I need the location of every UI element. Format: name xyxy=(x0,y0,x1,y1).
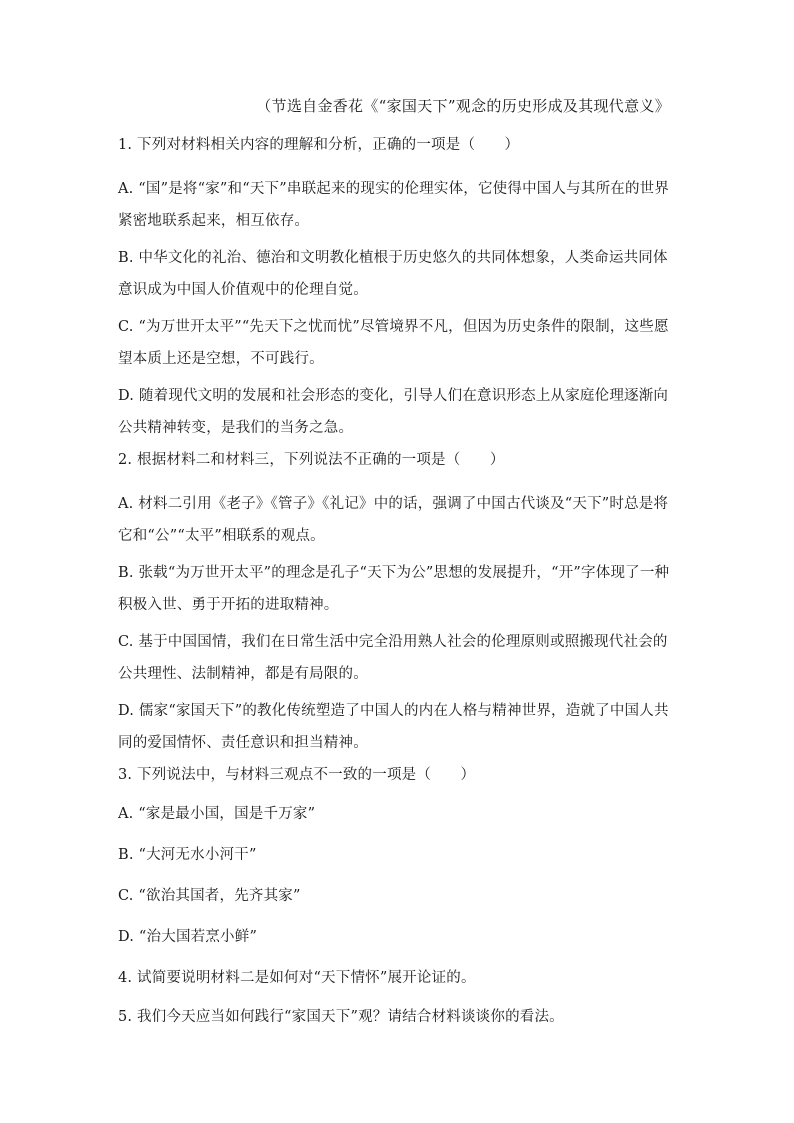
question-2-option-c: C. 基于中国国情，我们在日常生活中完全沿用熟人社会的伦理原则或照搬现代社会的公共理性、法制精神，都是有局限的。 xyxy=(118,634,668,682)
question-1-option-d: D. 随着现代文明的发展和社会形态的变化，引导人们在意识形态上从家庭伦理逐渐向公共精神转变，是我们的当务之急。 xyxy=(118,388,669,436)
question-1-stem: 1. 下列对材料相关内容的理解和分析，正确的一项是（ ） xyxy=(118,137,520,153)
question-2-option-a: A. 材料二引用《老子》《管子》《礼记》中的话，强调了中国古代谈及“天下”时总是将它和“公”“太平”相联系的观点。 xyxy=(118,496,669,544)
question-5-stem: 5. 我们今天应当如何践行“家国天下”观？请结合材料谈谈你的看法。 xyxy=(118,1009,564,1025)
source-citation: （节选自金香花《“家国天下”观念的历史形成及其现代意义》 xyxy=(256,97,670,115)
question-3-option-d: D. “治大国若烹小鲜” xyxy=(118,929,258,945)
question-1-option-c: C. “为万世开太平”“先天下之忧而忧”尽管境界不凡，但因为历史条件的限制，这些愿望本质上还是空想，不可践行。 xyxy=(118,319,669,367)
question-list xyxy=(118,134,678,1045)
question-2-option-d: D. 儒家“家国天下”的教化传统塑造了中国人的内在人格与精神世界，造就了中国人共同的爱国情怀、责任意识和担当精神。 xyxy=(118,703,669,751)
question-4-stem: 4. 试简要说明材料二是如何对“天下情怀”展开论证的。 xyxy=(118,970,476,986)
question-1-option-a: A. “国”是将“家”和“天下”串联起来的现实的伦理实体，它使得中国人与其所在的世界紧密地联系起来，相互依存。 xyxy=(118,181,670,229)
question-2-stem: 2. 根据材料二和材料三，下列说法不正确的一项是（ ） xyxy=(118,452,505,468)
question-3-option-a: A. “家是最小国，国是千万家” xyxy=(118,806,316,822)
question-2-option-b: B. 张载“为万世开太平”的理念是孔子“天下为公”思想的发展提升，“开”字体现了一种积极入世、勇于开拓的进取精神。 xyxy=(118,565,670,613)
question-3-option-c: C. “欲治其国者，先齐其家” xyxy=(118,888,301,904)
question-1-option-b: B. 中华文化的礼治、德治和文明教化植根于历史悠久的共同体想象，人类命运共同体意识成为中国人价值观中的伦理自觉。 xyxy=(118,250,668,298)
question-3-option-b: B. “大河无水小河干” xyxy=(118,847,257,863)
question-3-stem: 3. 下列说法中，与材料三观点不一致的一项是（ ） xyxy=(118,767,476,783)
